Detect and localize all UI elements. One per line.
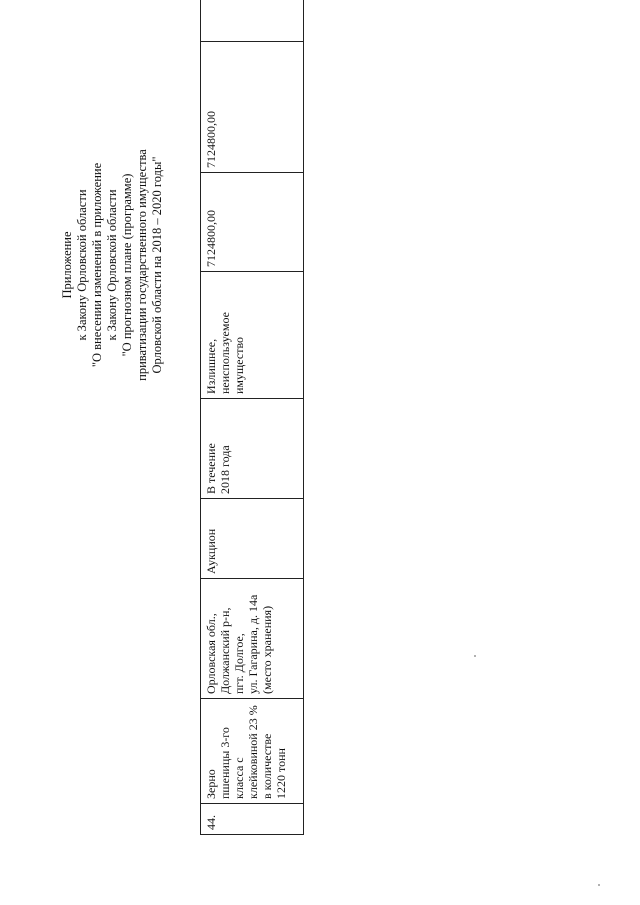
table (200, 0, 304, 835)
header-line-2: к Закону Орловской области (75, 189, 89, 341)
scan-speck (474, 655, 476, 657)
header-line-6: приватизации государственного имущества (135, 149, 149, 381)
table-row (201, 0, 304, 835)
header-line-3: "О внесении изменений в приложение (90, 162, 104, 368)
header-line-1: Приложение (60, 231, 74, 299)
property-name: Зерно пшеницы 3-го класса с клейковиной 23 % в количестве 1220 тонн (201, 699, 304, 804)
scan-speck (598, 884, 600, 886)
header-line-4: к Закону Орловской области (105, 189, 119, 341)
empty-cell (201, 0, 304, 42)
privatization-table (200, 45, 304, 835)
value-2: 7124800,00 (201, 42, 304, 173)
row-number: 44. (201, 804, 304, 835)
privatization-reason: Излишнее, неиспользуемое имущество (201, 272, 304, 399)
privatization-method: Аукцион (201, 499, 304, 579)
value-1: 7124800,00 (201, 173, 304, 272)
header-line-5: "О прогнозном плане (программе) (120, 173, 134, 357)
privatization-term: В течение 2018 года (201, 399, 304, 499)
property-address: Орловская обл., Должанский р-н, пгт. Долгое, ул. Гагарина, д. 14а (место хранения) (201, 579, 304, 699)
header-line-7: Орловской области на 2018 – 2020 годы" (150, 156, 164, 374)
appendix-header (60, 120, 170, 410)
